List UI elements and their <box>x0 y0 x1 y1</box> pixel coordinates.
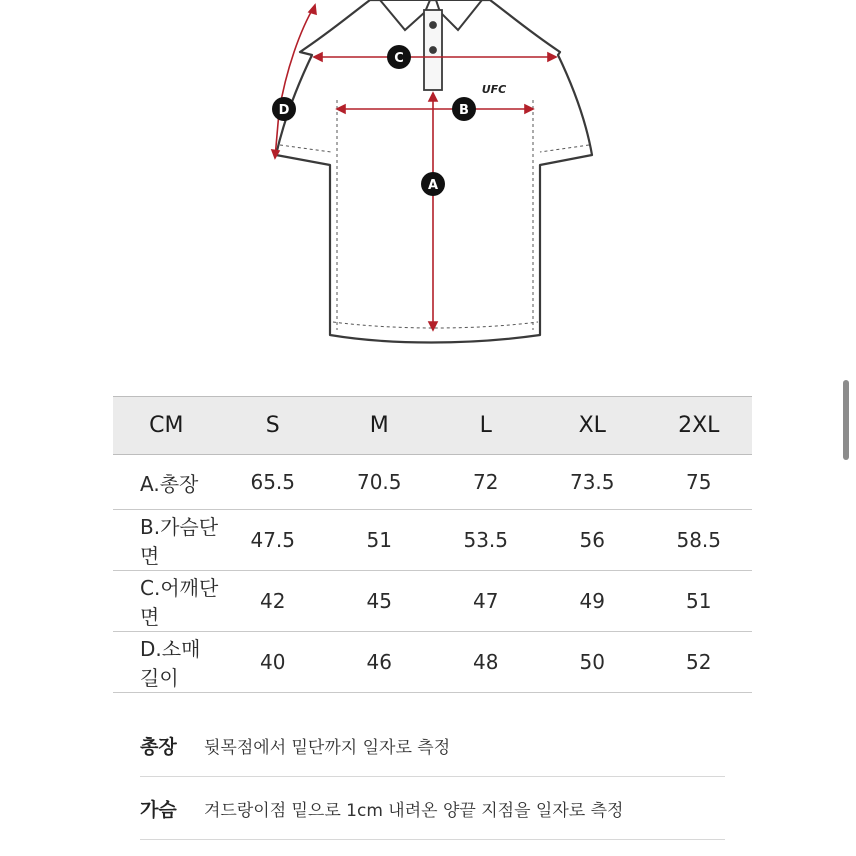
table-cell: 52 <box>646 632 753 693</box>
table-row <box>113 510 752 571</box>
table-cell: 46 <box>326 632 433 693</box>
table-cell: 47 <box>433 571 540 632</box>
table-cell: 72 <box>433 455 540 510</box>
table-cell: 73.5 <box>539 455 646 510</box>
table-cell: 53.5 <box>433 510 540 571</box>
brand-logo: UFC <box>481 83 507 96</box>
table-cell: 58.5 <box>646 510 753 571</box>
note-row <box>140 714 725 777</box>
table-cell: 42 <box>220 571 327 632</box>
header-size-xl: XL <box>539 397 646 455</box>
table-header-row <box>113 397 752 455</box>
table-cell: 49 <box>539 571 646 632</box>
table-cell: 45 <box>326 571 433 632</box>
row-label: A.총장 <box>113 455 220 510</box>
note-text: 뒷목점에서 밑단까지 일자로 측정 <box>204 737 451 758</box>
table-cell: 51 <box>646 571 753 632</box>
row-label: D.소매길이 <box>113 632 220 693</box>
table-cell: 65.5 <box>220 455 327 510</box>
note-row <box>140 777 725 840</box>
header-unit: CM <box>113 397 220 455</box>
header-size-2xl: 2XL <box>646 397 753 455</box>
table-cell: 47.5 <box>220 510 327 571</box>
marker-c <box>387 45 411 69</box>
table-row <box>113 455 752 510</box>
table-cell: 75 <box>646 455 753 510</box>
header-size-s: S <box>220 397 327 455</box>
row-label: B.가슴단면 <box>113 510 220 571</box>
marker-a <box>421 172 445 196</box>
marker-d <box>272 97 296 121</box>
header-size-m: M <box>326 397 433 455</box>
size-chart-table <box>113 396 752 693</box>
note-term: 총장 <box>140 735 177 758</box>
svg-text:C: C <box>394 51 404 66</box>
table-row <box>113 632 752 693</box>
svg-text:D: D <box>278 103 290 118</box>
svg-text:B: B <box>459 103 469 118</box>
table-cell: 56 <box>539 510 646 571</box>
polo-shirt-diagram <box>0 0 856 360</box>
table-cell: 50 <box>539 632 646 693</box>
measurement-notes <box>140 714 725 840</box>
table-cell: 51 <box>326 510 433 571</box>
table-cell: 70.5 <box>326 455 433 510</box>
table-row <box>113 571 752 632</box>
scrollbar-thumb[interactable] <box>843 380 849 460</box>
note-text: 겨드랑이점 밑으로 1cm 내려온 양끝 지점을 일자로 측정 <box>204 800 624 821</box>
header-size-l: L <box>433 397 540 455</box>
table-cell: 48 <box>433 632 540 693</box>
svg-text:A: A <box>427 178 439 193</box>
placket <box>424 10 442 90</box>
note-term: 가슴 <box>140 798 177 821</box>
marker-b <box>452 97 476 121</box>
table-cell: 40 <box>220 632 327 693</box>
next-note-row-edge <box>140 846 725 856</box>
row-label: C.어깨단면 <box>113 571 220 632</box>
